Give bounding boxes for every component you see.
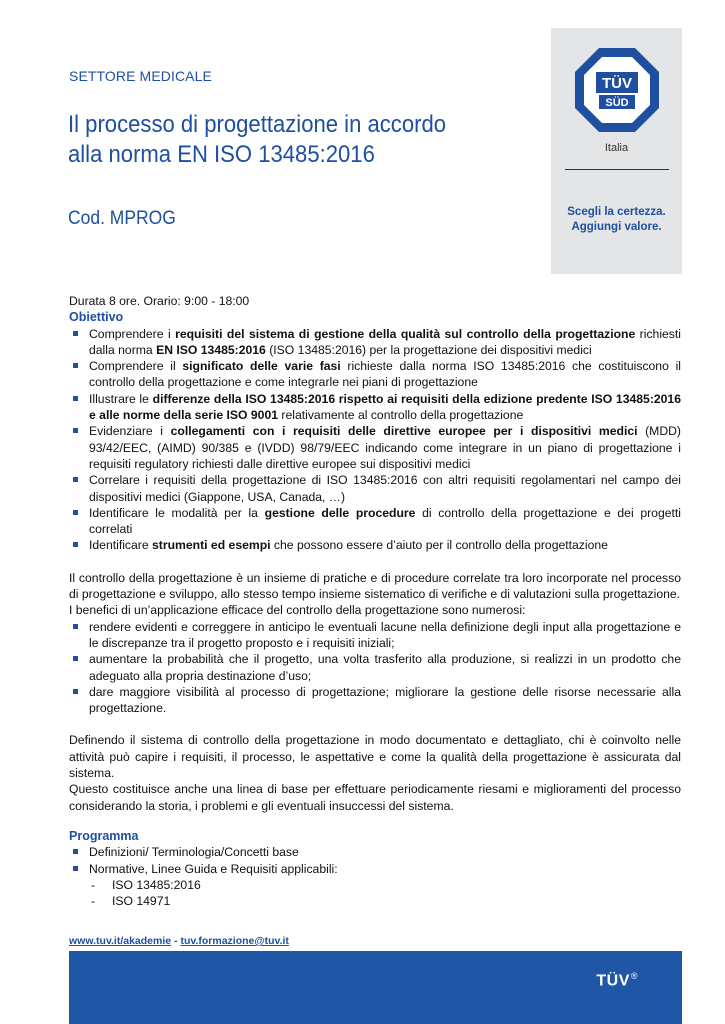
body-paragraph-1: Il controllo della progettazione è un insieme di pratiche e di procedure correlate tra loro incorporate nel processo di progettazione e sviluppo, allo stesso tempo insieme sistematico di verifiche e di valutazioni sulla progettazione. [69, 570, 681, 602]
slogan-line-1: Scegli la certezza. [567, 206, 666, 218]
list-item [69, 505, 681, 538]
logo-text-top: TÜV [602, 75, 632, 92]
list-item: aumentare la probabilità che il progetto, una volta trasferito alla produzione, si realizzi in un prodotto che adeguato alla propria destinazione d’uso; [69, 651, 681, 684]
text-run: relativamente al controllo della progettazione [278, 408, 524, 423]
country-label: Italia [604, 142, 629, 154]
list-item [69, 537, 681, 553]
list-item: - ISO 13485:2016 [91, 877, 681, 893]
duration-text: Durata 8 ore. Orario: 9:00 - 18:00 [69, 294, 250, 308]
bold-text: strumenti ed esempi [152, 538, 271, 553]
list-item: Normative, Linee Guida e Requisiti applicabili: [69, 861, 681, 877]
list-item [69, 358, 681, 391]
logo-text-bottom: SÜD [605, 97, 629, 109]
program-sublist [69, 877, 681, 910]
text-run: Comprendere i [89, 326, 176, 341]
list-item: Definizioni/ Terminologia/Concetti base [69, 844, 681, 860]
list-item: - ISO 14971 [91, 893, 681, 909]
slogan [551, 205, 682, 235]
brand-divider [565, 169, 669, 170]
list-item [69, 472, 681, 505]
text-run: Identificare [89, 538, 153, 553]
program-list [69, 844, 681, 877]
text-run: Identificare le modalità per la [89, 505, 265, 520]
text-run: (ISO 13485:2016) per la progettazione dei dispositivi medici [265, 342, 592, 357]
footer-logo-text: TÜV [596, 972, 630, 990]
slogan-line-2: Aggiungi valore. [571, 221, 662, 233]
text-run: Illustrare le [89, 391, 153, 406]
program-title: Programma [69, 828, 139, 843]
sector-label: SETTORE MEDICALE [69, 68, 212, 84]
body-paragraph-2: I benefici di un’applicazione efficace del controllo della progettazione sono numerosi: [69, 603, 526, 618]
text-run: Evidenziare i [89, 424, 171, 439]
page-title: Il processo di progettazione in accordo alla norma EN ISO 13485:2016 [68, 111, 447, 168]
brand-panel [551, 28, 682, 274]
text-run: Correlare i requisiti della progettazione di ISO 13485:2016 con altri requisiti regolamentari nel campo dei dispositivi medici (Giappone, USA, Canada, …) [89, 473, 681, 504]
footer-logo [596, 971, 638, 990]
text-run: che possono essere d’aiuto per il controllo della progettazione [270, 538, 608, 553]
body-paragraph-3: Definendo il sistema di controllo della progettazione in modo documentato e dettagliato, chi è coinvolto nelle attività può capire i requisiti, il processo, le aspettative e come la qualità della progettazione è assicurata dal sistema. [69, 733, 681, 781]
website-link[interactable]: www.tuv.it/akademie [69, 935, 172, 947]
list-item [69, 391, 681, 424]
bold-text: collegamenti con i requisiti delle direttive europee per i dispositivi medici [170, 424, 638, 439]
objective-list [69, 326, 681, 554]
email-link[interactable]: tuv.formazione@tuv.it [180, 935, 289, 947]
list-item: rendere evidenti e correggere in anticipo le eventuali lacune nella definizione degli input alla progettazione e le discrepanze tra il progetto proposto e i requisiti iniziali; [69, 619, 681, 652]
registered-mark: ® [630, 971, 638, 981]
tuv-sud-logo-icon [573, 46, 661, 134]
bold-text: EN ISO 13485:2016 [156, 342, 266, 357]
benefits-list [69, 619, 681, 717]
footer-links [69, 935, 289, 947]
bold-text: gestione delle procedure [264, 505, 416, 520]
bold-text: differenze della ISO 13485:2016 rispetto ai requisiti della edizione predente ISO 13485:2016 e alle norme della serie ISO 9001 [89, 391, 681, 423]
footer-separator: - [174, 935, 178, 947]
main-content [69, 293, 681, 909]
bold-text: significato delle varie fasi [182, 359, 341, 374]
footer-bar [69, 951, 682, 1024]
text-run: richiesti dalla norma [89, 326, 681, 357]
bold-text: requisiti del sistema di gestione della qualità sul controllo della progettazione [175, 326, 636, 341]
body-paragraph-4: Questo costituisce anche una linea di base per effettuare periodicamente riesami e miglioramenti del processo considerando la storia, i problemi e gli eventuali insuccessi del sistema. [69, 782, 681, 813]
text-run: Comprendere il [89, 359, 183, 374]
list-item [69, 326, 681, 359]
text-run: richieste dalla norma ISO 13485:2016 che costituiscono il controllo della progettazione e come integrarle nei piani di progettazione [89, 359, 681, 390]
text-run: (MDD) 93/42/EEC, (AIMD) 90/385 e (IVDD) 98/79/EEC indicando come integrare in un piano di progettazione i requisiti regulatory richiesti dalle direttive europee sui dispositivi medici [89, 424, 681, 471]
list-item: dare maggiore visibilità al processo di progettazione; migliorare la gestione delle risorse necessarie alla progettazione. [69, 684, 681, 717]
objective-title: Obiettivo [69, 310, 124, 325]
course-code: Cod. MPROG [68, 208, 176, 229]
list-item [69, 423, 681, 472]
text-run: di controllo della progettazione e dei progetti correlati [89, 505, 681, 537]
